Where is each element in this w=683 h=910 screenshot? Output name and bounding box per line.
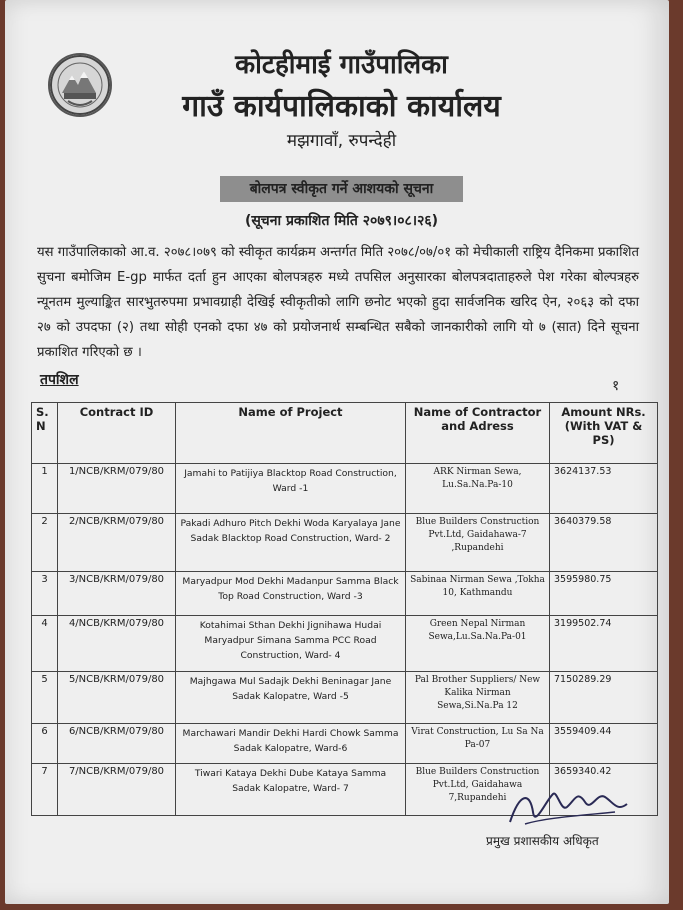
- row-project: Kotahimai Sthan Dekhi Jignihawa Hudai Maryadpur Simana Samma PCC Road Construction, Ward- 4: [176, 616, 406, 672]
- row-sn: 5: [32, 672, 58, 724]
- table-row: [32, 464, 658, 514]
- table-row: [32, 616, 658, 672]
- header-sn: S. N: [32, 403, 58, 464]
- row-amount: 3659340.42: [550, 764, 658, 816]
- header-contract-id: Contract ID: [58, 403, 176, 464]
- contracts-table: [31, 402, 658, 816]
- row-project: Tiwari Kataya Dekhi Dube Kataya Samma Sadak Kalopatre, Ward- 7: [176, 764, 406, 816]
- row-contract-id: 4/NCB/KRM/079/80: [58, 616, 176, 672]
- row-amount: 3199502.74: [550, 616, 658, 672]
- row-contractor: Blue Builders Construction Pvt.Ltd, Gaidahawa 7,Rupandehi: [406, 764, 550, 816]
- table-header-row: [32, 403, 658, 464]
- header-contractor: Name of Contractor and Adress: [406, 403, 550, 464]
- row-sn: 7: [32, 764, 58, 816]
- row-amount: 3624137.53: [550, 464, 658, 514]
- row-sn: 6: [32, 724, 58, 764]
- row-sn: 2: [32, 514, 58, 572]
- signatory-title: प्रमुख प्रशासकीय अधिकृत: [486, 834, 599, 848]
- page-mark: १: [612, 378, 620, 394]
- row-contract-id: 2/NCB/KRM/079/80: [58, 514, 176, 572]
- row-amount: 7150289.29: [550, 672, 658, 724]
- row-contract-id: 5/NCB/KRM/079/80: [58, 672, 176, 724]
- row-project: Pakadi Adhuro Pitch Dekhi Woda Karyalaya Jane Sadak Blacktop Road Construction, Ward- 2: [176, 514, 406, 572]
- row-project: Majhgawa Mul Sadajk Dekhi Beninagar Jane Sadak Kalopatre, Ward -5: [176, 672, 406, 724]
- row-contract-id: 1/NCB/KRM/079/80: [58, 464, 176, 514]
- row-contract-id: 6/NCB/KRM/079/80: [58, 724, 176, 764]
- row-amount: 3595980.75: [550, 572, 658, 616]
- publication-date: (सूचना प्रकाशित मिति २०७९।०८।२६): [244, 213, 439, 229]
- table-heading: तपशिल: [40, 372, 79, 388]
- row-sn: 1: [32, 464, 58, 514]
- row-contractor: Pal Brother Suppliers/ New Kalika Nirman Sewa,Si.Na.Pa 12: [406, 672, 550, 724]
- office-name: गाउँ कार्यपालिकाको कार्यालय: [182, 89, 501, 124]
- row-contractor: Blue Builders Construction Pvt.Ltd, Gaidahawa-7 ,Rupandehi: [406, 514, 550, 572]
- table-row: [32, 672, 658, 724]
- row-project: Maryadpur Mod Dekhi Madanpur Samma Black Top Road Construction, Ward -3: [176, 572, 406, 616]
- row-amount: 3559409.44: [550, 724, 658, 764]
- row-project: Jamahi to Patijiya Blacktop Road Construction, Ward -1: [176, 464, 406, 514]
- row-sn: 3: [32, 572, 58, 616]
- row-contractor: ARK Nirman Sewa, Lu.Sa.Na.Pa-10: [406, 464, 550, 514]
- table-row: [32, 572, 658, 616]
- row-project: Marchawari Mandir Dekhi Hardi Chowk Samma Sadak Kalopatre, Ward-6: [176, 724, 406, 764]
- office-address: मझगावाँ, रुपन्देही: [286, 131, 397, 151]
- municipality-name: कोटहीमाई गाउँपालिका: [235, 50, 448, 80]
- table-row: [32, 514, 658, 572]
- row-contractor: Virat Construction, Lu Sa Na Pa-07: [406, 724, 550, 764]
- row-contract-id: 3/NCB/KRM/079/80: [58, 572, 176, 616]
- row-amount: 3640379.58: [550, 514, 658, 572]
- handwritten-signature: [505, 782, 635, 832]
- notice-body: यस गाउँपालिकाको आ.व. २०७८।०७९ को स्वीकृत कार्यक्रम अन्तर्गत मिति २०७८/०७/०१ को मेचीकाली राष्ट्रिय दैनिकमा प्रकाशित सुचना बमोजिम E-gp मार्फत दर्ता हुन आएका बोलपत्रहरु मध्ये तपसिल अनुसारका बोलपत्रदाताहरुले पेश गरेका बोल्पत्रहरु न्यूनतम मुल्याङ्कित सारभुतरुपमा प्रभावग्राही देखिई स्वीकृतीको लागि छनोट भएको हुदा सार्वजनिक खरिद ऐन, २०६३ को दफा २७ को उपदफा (२) तथा सोही एनको दफा ४७ को प्रयोजनार्थ सम्बन्धित सबैको जानकारीको लागि यो ७ (सात) दिने सूचना प्रकाशित गरिएको छ ।: [37, 245, 639, 360]
- notice-title: बोलपत्र स्वीकृत गर्ने आशयको सूचना: [220, 176, 463, 202]
- row-contract-id: 7/NCB/KRM/079/80: [58, 764, 176, 816]
- row-contractor: Green Nepal Nirman Sewa,Lu.Sa.Na.Pa-01: [406, 616, 550, 672]
- header-project: Name of Project: [176, 403, 406, 464]
- table-row: [32, 724, 658, 764]
- header-amount: Amount NRs. (With VAT & PS): [550, 403, 658, 464]
- row-contractor: Sabinaa Nirman Sewa ,Tokha 10, Kathmandu: [406, 572, 550, 616]
- row-sn: 4: [32, 616, 58, 672]
